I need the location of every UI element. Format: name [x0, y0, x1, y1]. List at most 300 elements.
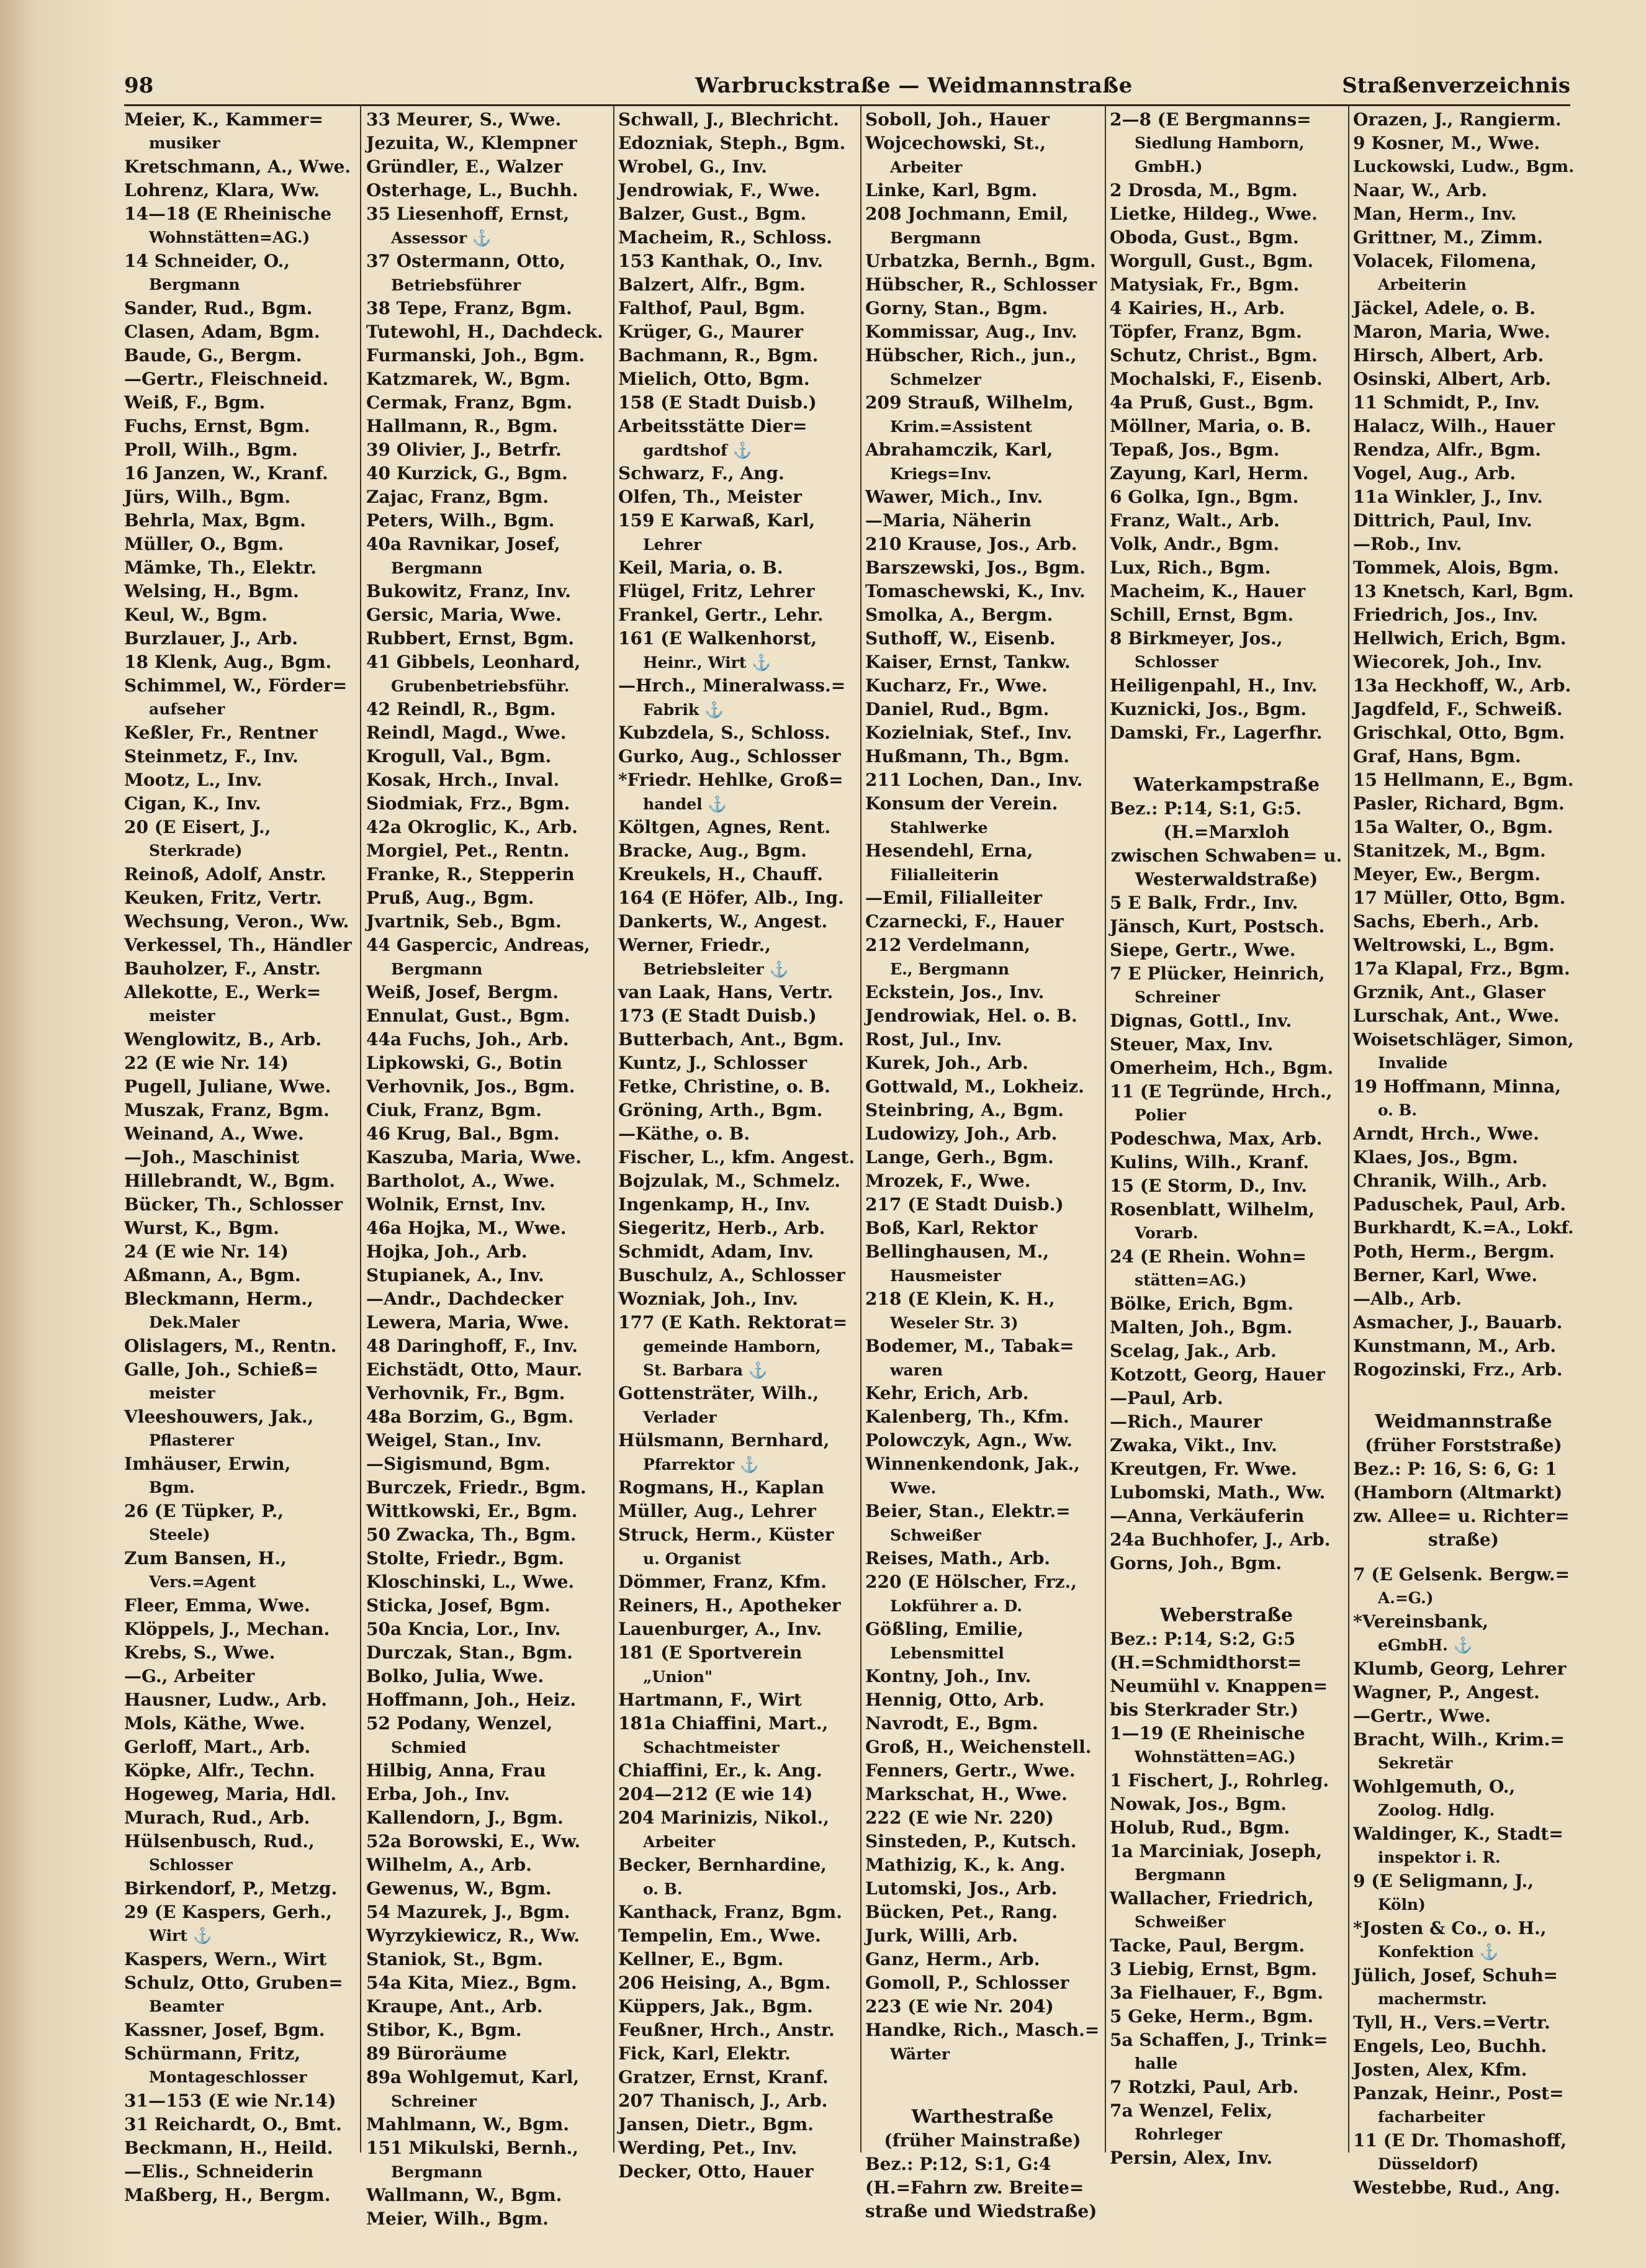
directory-entry-line: Jülich, Josef, Schuh=: [1353, 1965, 1558, 1986]
directory-entry-line: 212 Verdelmann,: [865, 935, 1031, 955]
directory-entry-line: Malten, Joh., Bgm.: [1110, 1317, 1293, 1338]
directory-entry-line: Hillebrandt, W., Bgm.: [124, 1171, 335, 1191]
directory-entry-line: Kreukels, H., Chauff.: [618, 864, 823, 884]
directory-entry-line: Polier: [1135, 1106, 1186, 1124]
directory-entry-line: 18 Klenk, Aug., Bgm.: [124, 652, 332, 672]
column-divider: [1348, 104, 1349, 2153]
directory-entry-line: Bez.: P: 16, S: 6, G: 1: [1353, 1459, 1557, 1479]
directory-entry-line: 7 (E Gelsenk. Bergw.=: [1353, 1564, 1570, 1585]
directory-entry-line: meister: [149, 1384, 215, 1402]
directory-entry-line: Klöppels, J., Mechan.: [124, 1619, 330, 1639]
directory-entry-line: 50a Kncia, Lor., Inv.: [366, 1619, 561, 1639]
directory-entry-line: Struck, Herm., Küster: [618, 1524, 834, 1545]
directory-entry-line: Sander, Rud., Bgm.: [124, 298, 313, 318]
directory-entry-line: Muszak, Franz, Bgm.: [124, 1100, 330, 1120]
directory-entry-line: Kosak, Hrch., Inval.: [366, 770, 560, 790]
directory-entry-line: 14 Schneider, O.,: [124, 251, 290, 271]
directory-entry-line: Steuer, Max, Inv.: [1110, 1034, 1274, 1055]
directory-entry-line: Wozniak, Joh., Inv.: [618, 1289, 798, 1309]
directory-entry-line: 54a Kita, Miez., Bgm.: [366, 1973, 577, 1993]
directory-entry-line: 46a Hojka, M., Wwe.: [366, 1218, 567, 1238]
directory-entry-line: Kellner, E., Bgm.: [618, 1949, 784, 1969]
directory-entry-line: 5a Schaffen, J., Trink=: [1110, 2030, 1328, 2050]
column-divider: [860, 104, 861, 2153]
street-heading: Warthestraße: [911, 2106, 1054, 2128]
directory-entry-line: Galle, Joh., Schieß=: [124, 1359, 318, 1380]
directory-entry-line: Tyll, H., Vers.=Vertr.: [1353, 2012, 1550, 2033]
directory-entry-line: Franke, R., Stepperin: [366, 864, 575, 884]
directory-entry-line: Fabrik ⚓: [643, 700, 724, 719]
directory-entry-line: Weinand, A., Wwe.: [124, 1123, 304, 1144]
directory-entry-line: Beier, Stan., Elektr.=: [865, 1501, 1071, 1521]
directory-entry-line: Imhäuser, Erwin,: [124, 1454, 291, 1474]
page-number: 98: [124, 73, 154, 98]
directory-entry-line: Verhovnik, Fr., Bgm.: [366, 1383, 565, 1403]
directory-entry-line: Osterhage, L., Buchh.: [366, 180, 578, 200]
directory-entry-line: Mahlmann, W., Bgm.: [366, 2114, 570, 2135]
directory-entry-line: Wilhelm, A., Arb.: [366, 1855, 532, 1875]
directory-entry-line: Neumühl v. Knappen=: [1110, 1676, 1328, 1696]
directory-entry-line: Mathizig, K., k. Ang.: [865, 1855, 1066, 1875]
directory-entry-line: Wiecorek, Joh., Inv.: [1353, 652, 1542, 672]
directory-entry-line: Boß, Karl, Rektor: [865, 1218, 1038, 1238]
directory-entry-line: Keuken, Fritz, Vertr.: [124, 888, 322, 908]
directory-entry-line: Assessor ⚓: [391, 228, 492, 247]
directory-entry-line: Lietke, Hildeg., Wwe.: [1110, 204, 1318, 224]
directory-entry-line: 9 (E Seligmann, J.,: [1353, 1871, 1534, 1891]
directory-entry-line: 13 Knetsch, Karl, Bgm.: [1353, 582, 1574, 601]
directory-entry-line: Hübscher, Rich., jun.,: [865, 345, 1077, 366]
directory-entry-line: 207 Thanisch, J., Arb.: [618, 2090, 828, 2111]
directory-entry-line: Fick, Karl, Elektr.: [618, 2043, 791, 2064]
directory-entry-line: Markschat, H., Wwe.: [865, 1784, 1068, 1804]
directory-entry-line: Hesendehl, Erna,: [865, 840, 1033, 861]
directory-entry-line: Siepe, Gertr., Wwe.: [1110, 940, 1296, 960]
directory-entry-line: Worgull, Gust., Bgm.: [1110, 251, 1314, 271]
directory-entry-line: 211 Lochen, Dan., Inv.: [865, 770, 1083, 790]
directory-entry-line: 153 Kanthak, O., Inv.: [618, 251, 824, 271]
directory-entry-line: Hülsenbusch, Rud.,: [124, 1831, 315, 1852]
directory-entry-line: Kraupe, Ant., Arb.: [366, 1996, 543, 2017]
directory-entry-line: Kucharz, Fr., Wwe.: [865, 675, 1048, 696]
directory-entry-line: Hübscher, R., Schlosser: [865, 274, 1097, 295]
directory-entry-line: Töpfer, Franz, Bgm.: [1110, 322, 1302, 342]
directory-entry-line: Krebs, S., Wwe.: [124, 1642, 276, 1663]
directory-entry-line: Schürmann, Fritz,: [124, 2043, 301, 2064]
directory-entry-line: Hallmann, R., Bgm.: [366, 416, 558, 436]
directory-entry-line: Arndt, Hrch., Wwe.: [1353, 1123, 1539, 1144]
directory-entry-line: 42a Okroglic, K., Arb.: [366, 817, 578, 837]
directory-entry-line: Meyer, Ew., Bergm.: [1353, 864, 1541, 884]
directory-entry-line: Abrahamczik, Karl,: [865, 439, 1053, 460]
directory-entry-line: „Union": [643, 1667, 713, 1686]
directory-entry-line: Cigan, K., Inv.: [124, 793, 261, 814]
directory-entry-line: 89a Wohlgemut, Karl,: [366, 2067, 580, 2087]
directory-entry-line: 8 Birkmeyer, Jos.,: [1110, 628, 1283, 649]
directory-entry-line: Bracke, Aug., Bgm.: [618, 840, 807, 861]
directory-entry-line: Müller, O., Bgm.: [124, 534, 284, 554]
directory-entry-line: Suthoff, W., Eisenb.: [865, 628, 1056, 649]
directory-entry-line: Jurk, Willi, Arb.: [865, 1925, 1019, 1946]
directory-entry-line: Osinski, Albert, Arb.: [1353, 369, 1552, 389]
directory-entry-line: Orazen, J., Rangierm.: [1353, 109, 1562, 130]
directory-entry-line: Mochalski, F., Eisenb.: [1110, 369, 1323, 389]
directory-entry-line: 39 Olivier, J., Betrfr.: [366, 439, 562, 460]
directory-entry-line: Sterkrade): [149, 842, 243, 860]
directory-entry-line: Persin, Alex, Inv.: [1110, 2148, 1273, 2168]
directory-entry-line: 17 Müller, Otto, Bgm.: [1353, 888, 1566, 908]
directory-entry-line: Engels, Leo, Buchh.: [1353, 2036, 1547, 2056]
directory-entry-line: bis Sterkrader Str.): [1110, 1699, 1298, 1720]
directory-entry-line: Lehrer: [643, 535, 702, 554]
directory-entry-line: meister: [149, 1007, 215, 1025]
directory-entry-line: Pfarrektor ⚓: [643, 1455, 760, 1474]
directory-entry-line: Schweißer: [1135, 1913, 1226, 1931]
directory-entry-line: Luckowski, Ludw., Bgm.: [1353, 157, 1575, 176]
directory-entry-line: Kubzdela, S., Schloss.: [618, 722, 830, 743]
directory-entry-line: Maron, Maria, Wwe.: [1353, 322, 1550, 342]
directory-entry-line: 44 Gaspercic, Andreas,: [366, 935, 590, 955]
directory-entry-line: Bergmann: [149, 276, 240, 294]
directory-entry-line: Montageschlosser: [149, 2068, 307, 2086]
directory-entry-line: Wallacher, Friedrich,: [1110, 1888, 1314, 1909]
directory-entry-line: Gerloff, Mart., Arb.: [124, 1737, 311, 1757]
directory-entry-line: 7a Wenzel, Felix,: [1110, 2100, 1273, 2121]
directory-entry-line: [1110, 745, 1343, 756]
directory-entry-line: Gröning, Arth., Bgm.: [618, 1100, 823, 1120]
directory-entry-line: 2—8 (E Bergmanns=: [1110, 109, 1311, 130]
directory-entry-line: Morgiel, Pet., Rentn.: [366, 840, 570, 861]
directory-entry-line: Pruß, Aug., Bgm.: [366, 888, 534, 908]
directory-entry-line: —Alb., Arb.: [1353, 1289, 1462, 1309]
directory-entry-line: Butterbach, Ant., Bgm.: [618, 1029, 844, 1050]
directory-entry-line: Vorarb.: [1135, 1224, 1199, 1242]
directory-entry-line: Gewenus, W., Bgm.: [366, 1878, 552, 1899]
directory-entry-line: Schlosser: [1135, 653, 1218, 671]
directory-entry-line: Bauholzer, F., Anstr.: [124, 958, 321, 979]
directory-entry-line: Krim.=Assistent: [890, 417, 1033, 436]
directory-entry-line: St. Barbara ⚓: [643, 1361, 768, 1379]
directory-entry-line: —Rob., Inv.: [1353, 534, 1462, 554]
directory-entry-line: 11 (E Dr. Thomashoff,: [1353, 2130, 1567, 2151]
column-divider: [1105, 104, 1106, 2153]
street-heading: Weidmannstraße: [1375, 1411, 1552, 1433]
directory-entry-line: Hirsch, Albert, Arb.: [1353, 345, 1544, 366]
directory-entry-line: 48 Daringhoff, F., Inv.: [366, 1336, 578, 1356]
directory-entry-line: machermstr.: [1378, 1990, 1487, 2008]
directory-entry-line: Hennig, Otto, Arb.: [865, 1690, 1045, 1710]
directory-entry-line: Jendrowiak, F., Wwe.: [618, 180, 821, 200]
directory-entry-line: [1110, 1575, 1343, 1586]
directory-entry-line: Bleckmann, Herm.,: [124, 1289, 313, 1309]
directory-entry-line: Keil, Maria, o. B.: [618, 557, 783, 578]
directory-entry-line: 5 Geke, Herm., Bgm.: [1110, 2006, 1314, 2027]
directory-entry-line: Bartholot, A., Wwe.: [366, 1171, 555, 1191]
directory-entry-line: Schmelzer: [890, 370, 981, 389]
directory-entry-line: 24 (E Rhein. Wohn=: [1110, 1246, 1306, 1267]
directory-entry-line: Woisetschläger, Simon,: [1353, 1030, 1574, 1050]
directory-entry-line: Betriebsleiter ⚓: [643, 960, 789, 978]
directory-entry-line: Steinbring, A., Bgm.: [865, 1100, 1064, 1120]
directory-entry-line: Wenglowitz, B., Arb.: [124, 1029, 322, 1050]
directory-entry-line: gemeinde Hamborn,: [643, 1337, 821, 1356]
directory-entry-line: Dek.Maler: [149, 1313, 240, 1331]
directory-entry-line: Kommissar, Aug., Inv.: [865, 322, 1077, 342]
directory-entry-line: Birkendorf, P., Metzg.: [124, 1878, 338, 1899]
directory-entry-line: Tacke, Paul, Bergm.: [1110, 1935, 1305, 1956]
directory-entry-line: Ennulat, Gust., Bgm.: [366, 1006, 570, 1026]
directory-entry-line: 209 Strauß, Wilhelm,: [865, 392, 1074, 413]
directory-entry-line: Sekretär: [1378, 1754, 1453, 1772]
directory-entry-line: 181 (E Sportverein: [618, 1642, 803, 1663]
directory-entry-line: Murach, Rud., Arb.: [124, 1807, 310, 1828]
directory-entry-line: Josten, Alex, Kfm.: [1353, 2059, 1527, 2080]
directory-entry-line: 37 Ostermann, Otto,: [366, 251, 566, 271]
directory-entry-line: Eckstein, Jos., Inv.: [865, 982, 1045, 1002]
directory-entry-line: Podeschwa, Max, Arb.: [1110, 1128, 1323, 1149]
directory-entry-line: Westerwaldstraße): [1135, 869, 1318, 889]
directory-entry-line: Fenners, Gertr., Wwe.: [865, 1760, 1076, 1781]
directory-entry-line: Cermak, Franz, Bgm.: [366, 392, 573, 413]
directory-entry-line: Volk, Andr., Bgm.: [1110, 534, 1280, 554]
directory-entry-line: Keßler, Fr., Rentner: [124, 722, 318, 743]
directory-entry-line: Steele): [149, 1526, 210, 1544]
directory-entry-line: Groß, H., Weichenstell.: [865, 1737, 1092, 1757]
directory-entry-line: Burczek, Friedr., Bgm.: [366, 1477, 587, 1498]
directory-entry-line: Lange, Gerh., Bgm.: [865, 1147, 1054, 1168]
directory-entry-line: Omerheim, Hch., Bgm.: [1110, 1058, 1334, 1078]
directory-entry-line: Grischkal, Otto, Bgm.: [1353, 722, 1565, 743]
directory-entry-line: 15a Walter, O., Bgm.: [1353, 817, 1554, 837]
directory-entry-line: —Anna, Verkäuferin: [1110, 1506, 1305, 1526]
directory-entry-line: Betriebsführer: [391, 276, 521, 294]
directory-entry-line: Macheim, R., Schloss.: [618, 227, 832, 248]
directory-entry-line: Kurek, Joh., Arb.: [865, 1053, 1028, 1073]
directory-entry-line: u. Organist: [643, 1549, 741, 1568]
directory-entry-line: Panzak, Heinr., Post=: [1353, 2083, 1564, 2104]
directory-entry-line: Rogozinski, Frz., Arb.: [1353, 1359, 1563, 1380]
directory-entry-line: Holub, Rud., Bgm.: [1110, 1817, 1290, 1838]
directory-entry-line: *Vereinsbank,: [1353, 1611, 1489, 1632]
directory-entry-line: 4 Kairies, H., Arb.: [1110, 298, 1285, 318]
directory-entry-line: 50 Zwacka, Th., Bgm.: [366, 1524, 577, 1545]
directory-entry-line: 1 Fischert, J., Rohrleg.: [1110, 1770, 1329, 1791]
directory-entry-line: Matysiak, Fr., Bgm.: [1110, 274, 1300, 295]
directory-entry-line: 206 Heising, A., Bgm.: [618, 1973, 831, 1993]
directory-entry-line: Rost, Jul., Inv.: [865, 1029, 1002, 1050]
directory-entry-line: Tepaß, Jos., Bgm.: [1110, 439, 1280, 460]
directory-entry-line: Kaiser, Ernst, Tankw.: [865, 652, 1071, 672]
directory-entry-line: Jezuita, W., Klempner: [366, 133, 577, 153]
directory-entry-line: —Joh., Maschinist: [124, 1147, 300, 1168]
directory-entry-line: van Laak, Hans, Vertr.: [618, 982, 834, 1002]
directory-entry-line: Dittrich, Paul, Inv.: [1353, 510, 1532, 531]
directory-entry-line: stätten=AG.): [1135, 1271, 1247, 1289]
directory-entry-line: Gößling, Emilie,: [865, 1619, 1024, 1639]
directory-entry-line: Lebensmittel: [890, 1644, 1004, 1662]
directory-entry-line: 14—18 (E Rheinische: [124, 204, 332, 224]
directory-entry-line: Beckmann, H., Heild.: [124, 2138, 333, 2158]
directory-entry-line: Wirt ⚓: [149, 1927, 212, 1945]
directory-entry-line: Wittkowski, Er., Bgm.: [366, 1501, 578, 1521]
directory-entry-line: Lubomski, Math., Ww.: [1110, 1482, 1326, 1503]
directory-entry-line: Schill, Ernst, Bgm.: [1110, 605, 1294, 625]
directory-entry-line: inspektor i. R.: [1378, 1848, 1501, 1866]
directory-entry-line: waren: [890, 1361, 943, 1379]
directory-entry-line: Wwe.: [890, 1478, 937, 1497]
directory-entry-line: 20 (E Eisert, J.,: [124, 817, 271, 837]
directory-entry-line: 223 (E wie Nr. 204): [865, 1996, 1054, 2017]
directory-entry-line: Wärter: [890, 2045, 950, 2063]
directory-entry-line: Siedlung Hamborn,: [1135, 134, 1305, 152]
directory-entry-line: 89 Büroräume: [366, 2043, 507, 2064]
directory-entry-line: Halacz, Wilh., Hauer: [1353, 416, 1555, 436]
directory-entry-line: Hülsmann, Bernhard,: [618, 1430, 830, 1451]
directory-entry-line: Chranik, Wilh., Arb.: [1353, 1171, 1548, 1191]
directory-entry-line: 2 Drosda, M., Bgm.: [1110, 180, 1298, 200]
directory-entry-line: Decker, Otto, Hauer: [618, 2161, 814, 2182]
directory-entry-line: Jäckel, Adele, o. B.: [1353, 298, 1536, 318]
directory-entry-line: Kallendorn, J., Bgm.: [366, 1807, 564, 1828]
directory-entry-line: Navrodt, E., Bgm.: [865, 1713, 1038, 1734]
directory-entry-line: Gorns, Joh., Bgm.: [1110, 1553, 1282, 1573]
directory-entry-line: zw. Allee= u. Richter=: [1353, 1506, 1570, 1526]
directory-entry-line: Tempelin, Em., Wwe.: [618, 1925, 821, 1946]
directory-entry-line: Chiaffini, Er., k. Ang.: [618, 1760, 822, 1781]
column-3: [618, 108, 855, 2218]
page-header: [124, 73, 1570, 107]
directory-entry-line: Sachs, Eberh., Arb.: [1353, 911, 1539, 932]
directory-entry-line: Gratzer, Ernst, Kranf.: [618, 2067, 829, 2087]
directory-entry-line: Schreiner: [391, 2092, 477, 2110]
directory-entry-line: Hellwich, Erich, Bgm.: [1353, 628, 1567, 649]
directory-entry-line: 48a Borzim, G., Bgm.: [366, 1406, 574, 1427]
directory-entry-line: Behrla, Max, Bgm.: [124, 510, 306, 531]
directory-entry-line: 15 Hellmann, E., Bgm.: [1353, 770, 1574, 790]
directory-entry-line: Jvartnik, Seb., Bgm.: [366, 911, 562, 932]
directory-entry-line: Siodmiak, Frz., Bgm.: [366, 793, 570, 814]
directory-entry-line: Schreiner: [1135, 988, 1220, 1006]
directory-entry-line: Vers.=Agent: [149, 1573, 256, 1591]
directory-entry-line: (H.=Marxloh: [1163, 822, 1290, 842]
directory-entry-line: Weltrowski, L., Bgm.: [1353, 935, 1555, 955]
directory-entry-line: Arbeiter: [643, 1832, 716, 1851]
directory-entry-line: Reises, Math., Arb.: [865, 1548, 1051, 1568]
directory-entry-line: Siegeritz, Herb., Arb.: [618, 1218, 825, 1238]
directory-entry-line: Ciuk, Franz, Bgm.: [366, 1100, 542, 1120]
directory-entry-line: Ludowizy, Joh., Arb.: [865, 1123, 1058, 1144]
directory-entry-line: Fischer, L., kfm. Angest.: [618, 1147, 855, 1168]
directory-entry-line: 24 (E wie Nr. 14): [124, 1241, 289, 1262]
directory-entry-line: A.=G.): [1378, 1589, 1434, 1607]
directory-entry-line: Jendrowiak, Hel. o. B.: [865, 1006, 1077, 1026]
directory-entry-line: Wagner, P., Angest.: [1353, 1682, 1540, 1703]
directory-entry-line: Heinr., Wirt ⚓: [643, 653, 771, 672]
directory-entry-line: Tommek, Alois, Bgm.: [1353, 557, 1559, 578]
directory-entry-line: Filialleiterin: [890, 865, 999, 884]
directory-entry-line: Meier, K., Kammer=: [124, 109, 323, 130]
directory-entry-line: 210 Krause, Jos., Arb.: [865, 534, 1077, 554]
directory-entry-line: Schulz, Otto, Gruben=: [124, 1973, 343, 1993]
directory-entry-line: Burzlauer, J., Arb.: [124, 628, 298, 649]
directory-entry-line: Wawer, Mich., Inv.: [865, 487, 1043, 507]
directory-entry-line: Bojzulak, M., Schmelz.: [618, 1171, 840, 1191]
directory-entry-line: Weseler Str. 3): [890, 1313, 1019, 1332]
directory-entry-line: Schimmel, W., Förder=: [124, 675, 348, 696]
directory-entry-line: Bücker, Th., Schlosser: [124, 1194, 343, 1215]
directory-entry-line: Lux, Rich., Bgm.: [1110, 557, 1271, 578]
directory-entry-line: Jansen, Dietr., Bgm.: [618, 2114, 814, 2135]
directory-entry-line: Schwall, J., Blechricht.: [618, 109, 839, 130]
column-5: [1110, 108, 1343, 2218]
directory-entry-line: Urbatzka, Bernh., Bgm.: [865, 251, 1096, 271]
directory-entry-line: Hausmeister: [890, 1266, 1001, 1285]
directory-entry-line: —Gertr., Fleischneid.: [124, 369, 329, 389]
directory-entry-line: —G., Arbeiter: [124, 1666, 255, 1686]
directory-entry-line: Arbeitsstätte Dier=: [618, 416, 807, 436]
directory-entry-line: 40a Ravnikar, Josef,: [366, 534, 560, 554]
column-divider: [613, 104, 614, 2153]
directory-entry-line: Schachtmeister: [643, 1738, 780, 1757]
directory-entry-line: Zayung, Karl, Herm.: [1110, 463, 1309, 484]
directory-entry-line: Költgen, Agnes, Rent.: [618, 817, 831, 837]
street-heading: Waterkampstraße: [1133, 774, 1320, 796]
directory-entry-line: Frankel, Gertr., Lehr.: [618, 605, 824, 625]
directory-entry-line: Zwaka, Vikt., Inv.: [1110, 1435, 1277, 1456]
directory-entry-line: Friedrich, Jos., Inv.: [1353, 605, 1539, 625]
directory-entry-line: —Maria, Näherin: [865, 510, 1032, 531]
directory-entry-line: —Emil, Filialleiter: [865, 888, 1042, 908]
directory-entry-line: Nowak, Jos., Bgm.: [1110, 1794, 1287, 1814]
directory-entry-line: Volacek, Filomena,: [1353, 251, 1537, 271]
column-divider: [360, 104, 361, 2153]
directory-entry-line: Tomaschewski, K., Inv.: [865, 581, 1086, 601]
directory-entry-line: Polowczyk, Agn., Ww.: [865, 1430, 1073, 1451]
directory-entry-line: Bez.: P:14, S:1, G:5.: [1110, 798, 1302, 819]
directory-entry-line: Müller, Aug., Lehrer: [618, 1501, 816, 1521]
directory-entry-line: 16 Janzen, W., Kranf.: [124, 463, 328, 484]
directory-entry-line: Schmied: [391, 1738, 467, 1757]
directory-entry-line: Krogull, Val., Bgm.: [366, 746, 552, 767]
directory-entry-line: —Andr., Dachdecker: [366, 1289, 564, 1309]
directory-entry-line: 24a Buchhofer, J., Arb.: [1110, 1529, 1331, 1550]
directory-entry-line: Dignas, Gottl., Inv.: [1110, 1010, 1292, 1031]
directory-entry-line: Welsing, H., Bgm.: [124, 581, 299, 601]
directory-entry-line: —Sigismund, Bgm.: [366, 1454, 551, 1474]
directory-entry-line: Weigel, Stan., Inv.: [366, 1430, 542, 1451]
directory-entry-line: Rogmans, H., Kaplan: [618, 1477, 824, 1498]
directory-entry-line: Zum Bansen, H.,: [124, 1548, 287, 1568]
directory-entry-line: Gersic, Maria, Wwe.: [366, 605, 562, 625]
directory-entry-line: Gründler, E., Walzer: [366, 156, 563, 177]
directory-entry-line: Arbeiter: [890, 158, 963, 176]
directory-entry-line: Bodemer, M., Tabak=: [865, 1336, 1074, 1356]
directory-entry-line: Mielich, Otto, Bgm.: [618, 369, 810, 389]
directory-entry-line: 41 Gibbels, Leonhard,: [366, 652, 581, 672]
directory-entry-line: 46 Krug, Bal., Bgm.: [366, 1123, 560, 1144]
directory-entry-line: Dankerts, W., Angest.: [618, 911, 828, 932]
directory-entry-line: Fuchs, Ernst, Bgm.: [124, 416, 310, 436]
directory-entry-line: —Rich., Maurer: [1110, 1411, 1262, 1432]
directory-entry-line: Kaspers, Wern., Wirt: [124, 1949, 327, 1969]
directory-entry-line: 52a Borowski, E., Ww.: [366, 1831, 581, 1852]
directory-entry-line: 6 Golka, Ign., Bgm.: [1110, 487, 1299, 507]
directory-entry-line: Hußmann, Th., Bgm.: [865, 746, 1070, 767]
directory-entry-line: Kretschmann, A., Wwe.: [124, 156, 351, 177]
directory-entry-line: 204 Marinizis, Nikol.,: [618, 1807, 829, 1828]
directory-entry-line: o. B.: [1378, 1101, 1418, 1119]
directory-entry-line: Olislagers, M., Rentn.: [124, 1336, 337, 1356]
